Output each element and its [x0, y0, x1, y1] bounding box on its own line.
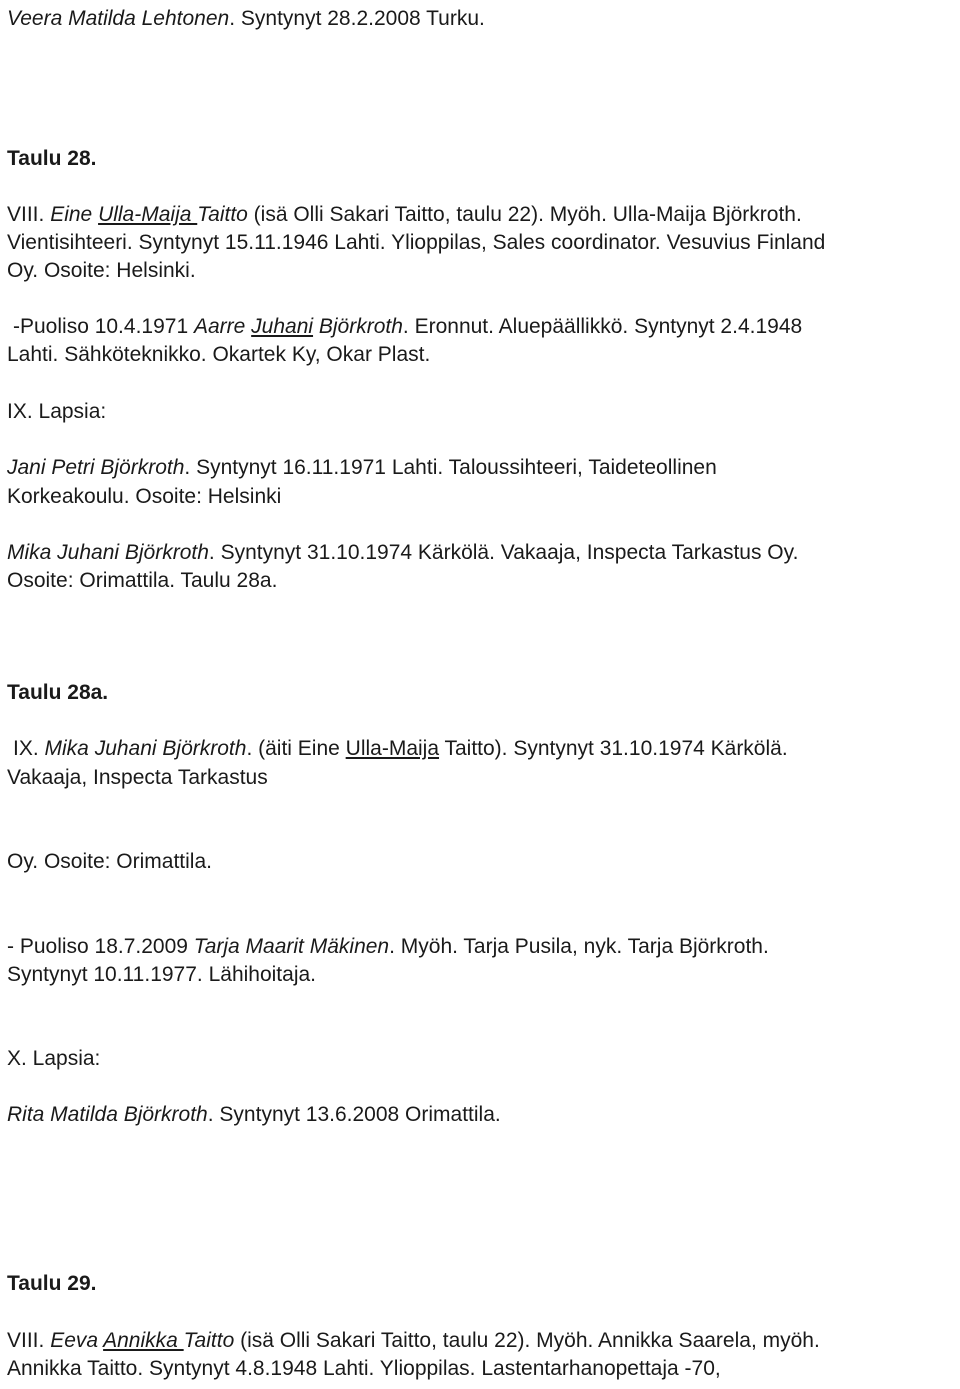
- text-segment: Korkeakoulu. Osoite: Helsinki: [7, 485, 282, 508]
- text-segment: . Syntynyt 31.10.1974 Kärkölä. Vakaaja, Inspecta Tarkastus Oy.: [208, 541, 799, 564]
- text-segment: . Syntynyt 13.6.2008 Orimattila.: [207, 1103, 501, 1126]
- text-segment: VIII.: [7, 203, 51, 226]
- text-segment: VIII.: [7, 1329, 51, 1352]
- text-segment: . Syntynyt 16.11.1971 Lahti. Taloussihteeri, Taideteollinen: [184, 456, 717, 479]
- text-segment: X. Lapsia:: [7, 1047, 101, 1070]
- text-segment: Taitto). Syntynyt 31.10.1974 Kärkölä.: [439, 737, 788, 760]
- person-name: Jani Petri Björkroth: [7, 456, 185, 479]
- person-name: Eeva: [50, 1329, 104, 1352]
- text-segment: Vakaaja, Inspecta Tarkastus: [7, 766, 268, 789]
- text-line: [7, 568, 277, 594]
- text-segment: Oy. Osoite: Orimattila.: [7, 850, 212, 873]
- text-segment: IX. Lapsia:: [7, 400, 107, 423]
- text-line: [7, 455, 717, 481]
- text-segment: Syntynyt 10.11.1977. Lähihoitaja.: [7, 963, 317, 986]
- text-line: [7, 1356, 721, 1382]
- text-segment: Taulu 28a.: [7, 681, 109, 704]
- text-line: [13, 736, 788, 762]
- underlined-name: Annikka: [103, 1329, 184, 1352]
- text-line: [13, 314, 802, 340]
- text-line: [7, 202, 802, 228]
- text-segment: (isä Olli Sakari Taitto, taulu 22). Myöh. Ulla-Maija Björkroth.: [247, 203, 802, 226]
- text-segment: Taulu 29.: [7, 1272, 97, 1295]
- text-segment: . Eronnut. Aluepäällikkö. Syntynyt 2.4.1948: [402, 315, 803, 338]
- text-line: [7, 342, 430, 368]
- person-name: Taitto: [183, 1329, 235, 1352]
- text-line: [7, 540, 798, 566]
- person-name: Mika Juhani Björkroth: [44, 737, 247, 760]
- text-line: [7, 399, 106, 425]
- text-segment: (isä Olli Sakari Taitto, taulu 22). Myöh. Annikka Saarela, myöh.: [234, 1329, 820, 1352]
- text-segment: . (äiti Eine: [246, 737, 346, 760]
- person-name: Rita Matilda Björkroth: [7, 1103, 208, 1126]
- text-segment: Vientisihteeri. Syntynyt 15.11.1946 Lahti. Ylioppilas, Sales coordinator. Vesuvius Finland: [7, 231, 826, 254]
- text-line: [7, 484, 281, 510]
- text-line: [7, 6, 485, 32]
- text-segment: Annikka Taitto. Syntynyt 4.8.1948 Lahti. Ylioppilas. Lastentarhanopettaja -70,: [7, 1357, 721, 1380]
- text-line: [7, 1046, 100, 1072]
- person-name: Eine: [50, 203, 99, 226]
- text-line: [7, 1328, 820, 1354]
- section-heading: [7, 146, 96, 172]
- person-name: Mika Juhani Björkroth: [7, 541, 209, 564]
- text-line: [7, 230, 825, 256]
- text-segment: Osoite: Orimattila. Taulu 28a.: [7, 569, 278, 592]
- text-line: [7, 934, 769, 960]
- person-name: Björkroth: [313, 315, 403, 338]
- text-line: [7, 765, 268, 791]
- underlined-name: Ulla-Maija: [345, 737, 440, 760]
- text-line: [7, 962, 316, 988]
- person-name: Veera Matilda Lehtonen: [7, 7, 230, 30]
- text-segment: - Puoliso 18.7.2009: [7, 935, 194, 958]
- section-heading: [7, 680, 108, 706]
- text-segment: -Puoliso 10.4.1971: [13, 315, 194, 338]
- underlined-name: Ulla-Maija: [98, 203, 198, 226]
- text-line: [7, 1102, 501, 1128]
- person-name: Taitto: [197, 203, 248, 226]
- text-line: [7, 849, 212, 875]
- person-name: Tarja Maarit Mäkinen: [193, 935, 390, 958]
- section-heading: [7, 1271, 96, 1297]
- text-segment: Taulu 28.: [7, 147, 97, 170]
- underlined-name: Juhani: [251, 315, 314, 338]
- text-segment: . Syntynyt 28.2.2008 Turku.: [229, 7, 485, 30]
- person-name: Aarre: [193, 315, 252, 338]
- text-line: [7, 258, 196, 284]
- text-segment: IX.: [13, 737, 45, 760]
- text-segment: Lahti. Sähköteknikko. Okartek Ky, Okar Plast.: [7, 343, 431, 366]
- text-segment: Oy. Osoite: Helsinki.: [7, 259, 196, 282]
- text-segment: . Myöh. Tarja Pusila, nyk. Tarja Björkroth.: [389, 935, 769, 958]
